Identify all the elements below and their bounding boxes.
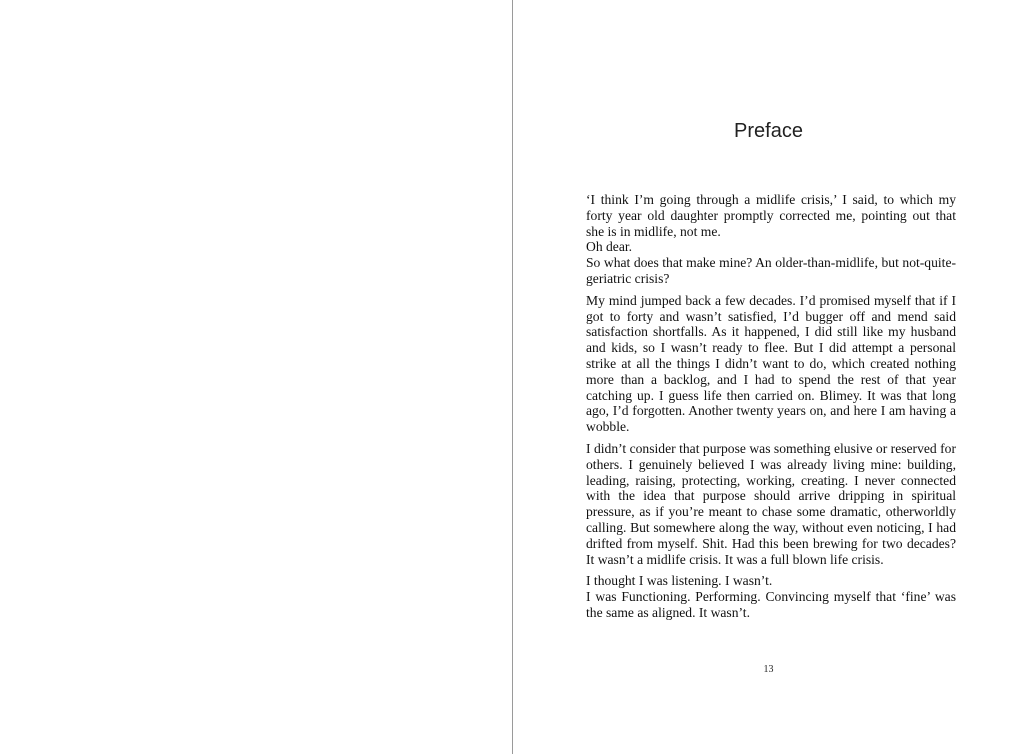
paragraph-line: I didn’t consider that purpose was something elusive or reserved for others. I genuinely believed I was already living mine: building, leading, raising, protecting, working, creating. I never connected with the idea that purpose should arrive dripping in spiritual pressure, as if you’re meant to chase some dramatic, otherworldly calling. But somewhere along the way, without even noticing, I had drifted from myself. Shit. Had this been brewing for two decades? It wasn’t a midlife crisis. It was a full blown life crisis. <box>586 440 956 567</box>
paragraph-line: So what does that make mine? An older-than-midlife, but not-quite-geriatric crisis? <box>586 255 956 286</box>
preface-body <box>586 192 956 627</box>
right-page <box>513 0 1024 754</box>
paragraph-1 <box>586 192 956 287</box>
paragraph-3 <box>586 441 956 567</box>
page-number: 13 <box>763 664 774 675</box>
paragraph-line: I thought I was listening. I wasn’t. <box>586 573 773 589</box>
paragraph-line: ‘I think I’m going through a midlife crisis,’ I said, to which my forty year old daughter promptly corrected me, pointing out that she is in midlife, not me. <box>586 192 956 239</box>
paragraph-line: My mind jumped back a few decades. I’d promised myself that if I got to forty and wasn’t satisfied, I’d bugger off and mend said satisfaction shortfalls. As it happened, I did still like my husband and kids, so I wasn’t ready to flee. But I did attempt a personal strike at all the things I didn’t want to do, which created nothing more than a backlog, and I had to spend the rest of that year catching up. I guess life then carried on. Blimey. It was that long ago, I’d forgotten. Another twenty years on, and here I am having a wobble. <box>586 292 956 435</box>
chapter-title: Preface <box>734 120 803 142</box>
paragraph-line: Oh dear. <box>586 239 633 255</box>
paragraph-line: I was Functioning. Performing. Convincing myself that ‘fine’ was the same as aligned. It wasn’t. <box>586 589 956 620</box>
paragraph-2 <box>586 293 956 435</box>
paragraph-4 <box>586 573 956 620</box>
